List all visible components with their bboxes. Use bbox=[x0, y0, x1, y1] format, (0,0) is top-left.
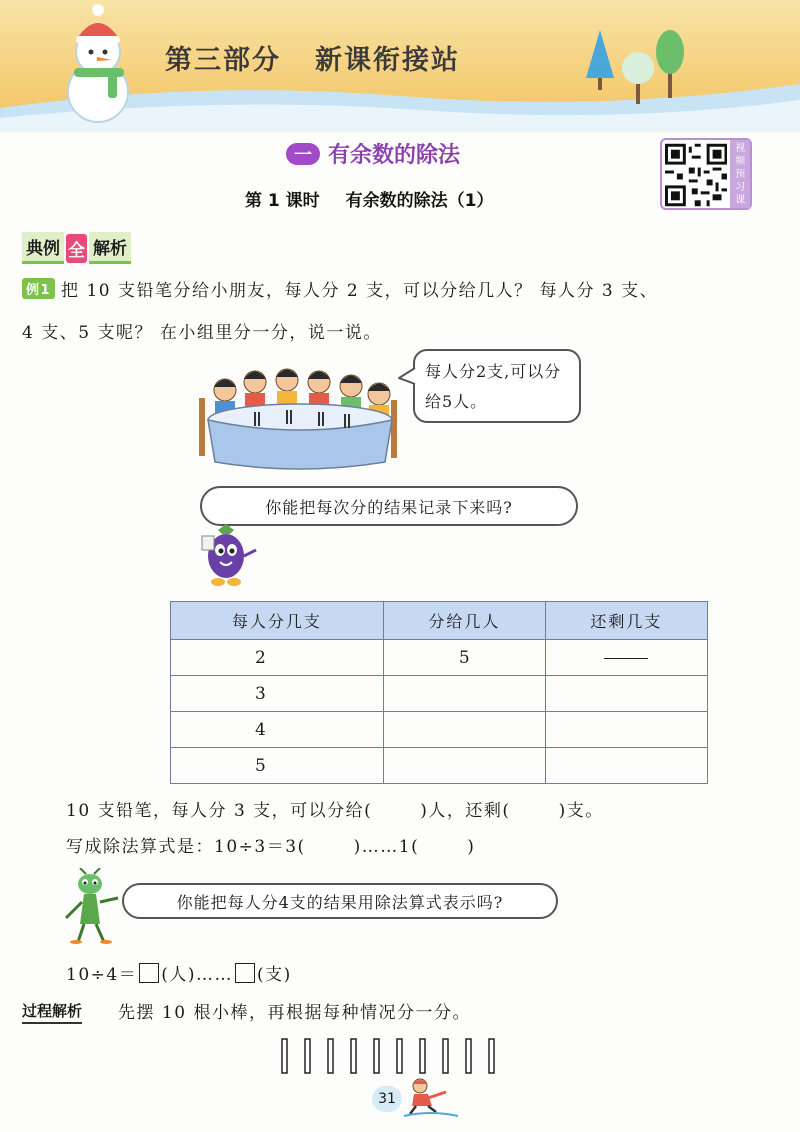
table-cell: 5 bbox=[171, 748, 384, 784]
grasshopper-speech-bubble: 你能把每人分4支的结果用除法算式表示吗? bbox=[122, 883, 558, 919]
sentence-1-c: )支。 bbox=[558, 801, 604, 821]
children-speech-bubble: 每人分2支,可以分给5人。 bbox=[413, 349, 581, 423]
table-cell-answer[interactable] bbox=[545, 676, 707, 712]
header-banner bbox=[0, 0, 800, 132]
lesson-title bbox=[245, 186, 494, 211]
qr-label-char: 频 bbox=[735, 155, 746, 167]
sentence-1-b: )人，还剩( bbox=[420, 801, 511, 821]
eggplant-character-icon bbox=[196, 522, 262, 588]
sentence-3-c: (支) bbox=[256, 965, 292, 985]
qr-code-icon bbox=[665, 143, 727, 207]
table-cell-answer[interactable] bbox=[383, 748, 545, 784]
unit-number-badge: 一 bbox=[286, 143, 320, 165]
table-cell: 3 bbox=[171, 676, 384, 712]
example-line-2: 4 支、5 支呢？ 在小组里分一分，说一说。 bbox=[22, 323, 382, 343]
answer-box[interactable] bbox=[235, 963, 255, 983]
table-cell-answer[interactable] bbox=[383, 676, 545, 712]
grasshopper-character-icon bbox=[60, 868, 124, 944]
qr-label-char: 预 bbox=[735, 168, 746, 180]
qr-label-char: 视 bbox=[735, 142, 746, 154]
answer-box[interactable] bbox=[139, 963, 159, 983]
sentence-1 bbox=[66, 796, 604, 821]
table-cell-answer[interactable] bbox=[545, 712, 707, 748]
table-cell: 5 bbox=[383, 640, 545, 676]
unit-title-text: 有余数的除法 bbox=[328, 143, 461, 168]
sentence-2-b: )……1( bbox=[353, 837, 420, 857]
lesson-period: 第 1 课时 bbox=[245, 191, 320, 211]
example-line-1 bbox=[22, 276, 658, 301]
table-cell-answer[interactable] bbox=[383, 712, 545, 748]
banner-part: 第三部分 bbox=[165, 45, 281, 76]
table-cell: 4 bbox=[171, 712, 384, 748]
table-cell: 2 bbox=[171, 640, 384, 676]
table-row bbox=[171, 748, 708, 784]
dash-mark bbox=[604, 658, 648, 659]
page-number: 31 bbox=[372, 1086, 402, 1112]
table-header-cell: 分给几人 bbox=[383, 602, 545, 640]
example-label: 例1 bbox=[22, 278, 55, 299]
sticks-icon bbox=[280, 1038, 504, 1074]
lesson-title-text: 有余数的除法（1） bbox=[345, 191, 494, 211]
table-row bbox=[171, 676, 708, 712]
sentence-2 bbox=[66, 832, 475, 857]
sentence-2-a: 写成除法算式是：10÷3＝3( bbox=[66, 837, 306, 857]
eggplant-speech-bubble: 你能把每次分的结果记录下来吗? bbox=[200, 486, 578, 526]
sentence-1-a: 10 支铅笔，每人分 3 支，可以分给( bbox=[66, 801, 373, 821]
table-row bbox=[171, 712, 708, 748]
sentence-3-a: 10÷4＝ bbox=[66, 965, 138, 985]
qr-label-char: 课 bbox=[735, 194, 746, 206]
banner-name: 新课衔接站 bbox=[315, 45, 460, 76]
section-tag bbox=[22, 232, 131, 264]
section-tag-c: 解析 bbox=[89, 232, 131, 264]
process-text: 先摆 10 根小棒，再根据每种情况分一分。 bbox=[118, 1003, 471, 1023]
table-cell bbox=[545, 640, 707, 676]
table-header-cell: 每人分几支 bbox=[171, 602, 384, 640]
table-header-row bbox=[171, 602, 708, 640]
sentence-2-c: ) bbox=[467, 837, 476, 857]
table-row bbox=[171, 640, 708, 676]
children-table-illustration bbox=[195, 360, 405, 472]
skating-child-icon bbox=[402, 1076, 460, 1118]
section-tag-b: 全 bbox=[66, 234, 87, 263]
sentence-3 bbox=[66, 960, 292, 985]
process-tag: 过程解析 bbox=[22, 1000, 82, 1024]
qr-code-card[interactable] bbox=[660, 138, 752, 210]
example-line-1-text: 把 10 支铅笔分给小朋友，每人分 2 支，可以分给几人？ 每人分 3 支、 bbox=[61, 281, 659, 301]
table-header-cell: 还剩几支 bbox=[545, 602, 707, 640]
table-cell-answer[interactable] bbox=[545, 748, 707, 784]
qr-label-char: 习 bbox=[735, 181, 746, 193]
sentence-3-b: (人)…… bbox=[161, 965, 233, 985]
banner-title bbox=[165, 38, 494, 77]
section-tag-a: 典例 bbox=[22, 232, 64, 264]
bubble-tail-icon bbox=[398, 366, 416, 386]
qr-label bbox=[730, 140, 750, 208]
unit-title bbox=[286, 138, 460, 169]
record-table bbox=[170, 601, 708, 784]
